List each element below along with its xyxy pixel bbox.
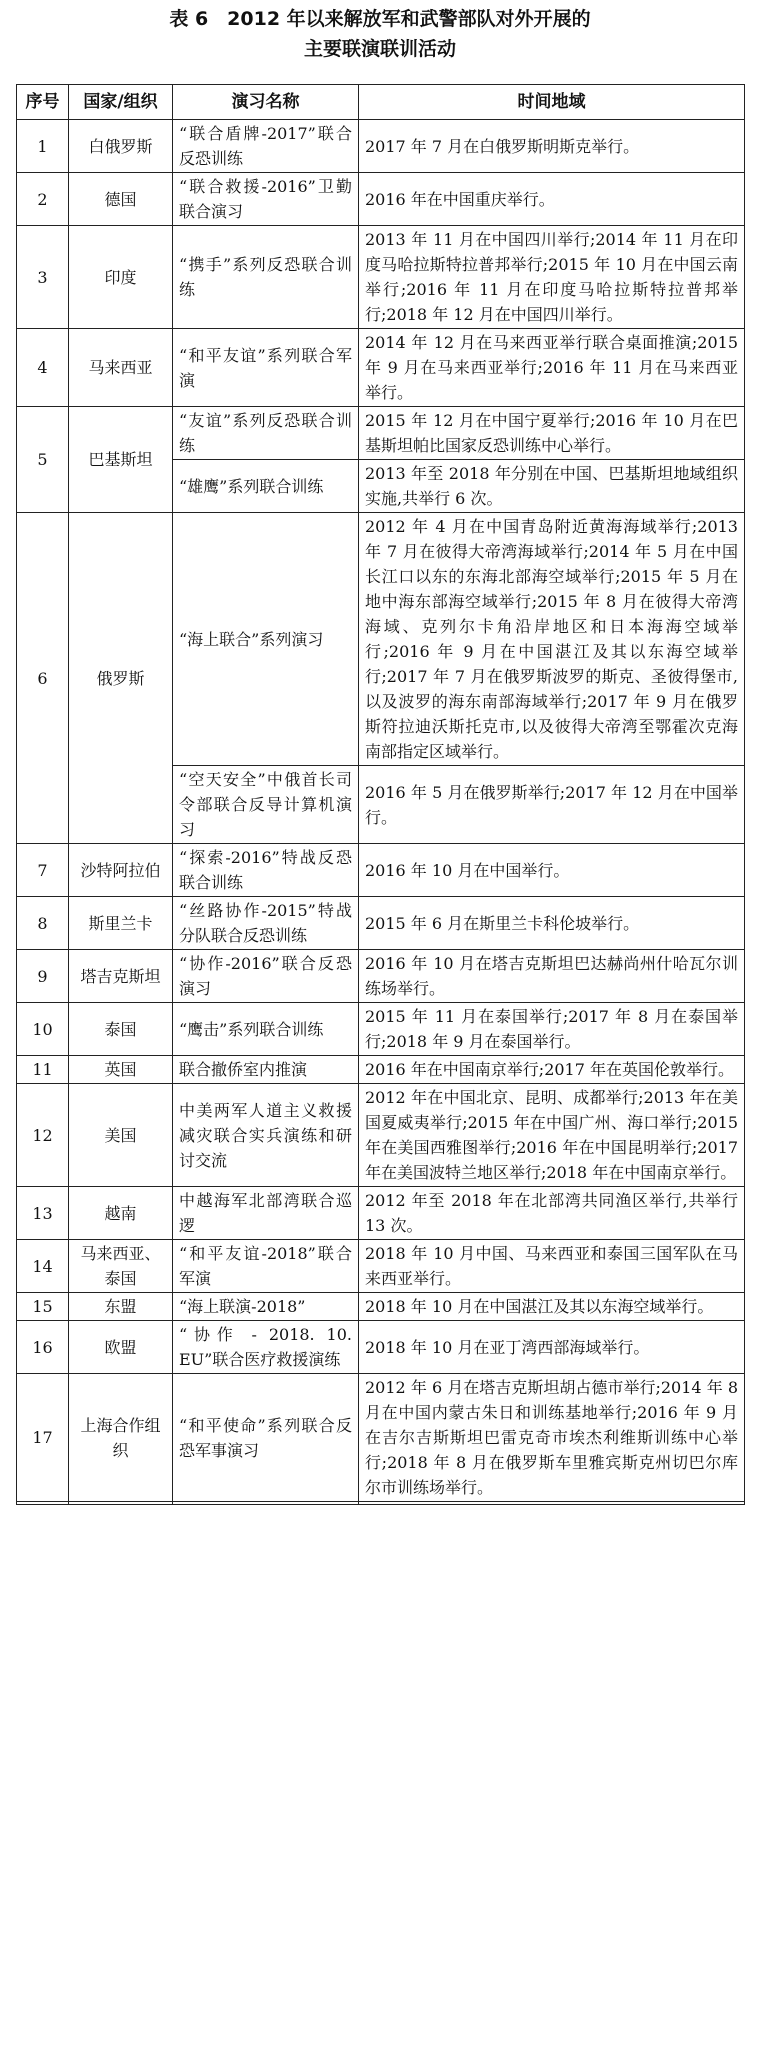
row-exercise (173, 1502, 359, 1505)
row-exercise: “携手”系列反恐联合训练 (173, 226, 359, 329)
row-country: 斯里兰卡 (69, 897, 173, 950)
row-country (69, 1502, 173, 1505)
row-number: 14 (17, 1240, 69, 1293)
row-exercise: “协作 - 2018. 10. EU”联合医疗救援演练 (173, 1321, 359, 1374)
row-number: 4 (17, 329, 69, 407)
row-number: 7 (17, 844, 69, 897)
row-exercise: 联合撤侨室内推演 (173, 1056, 359, 1084)
table-row (17, 1187, 745, 1240)
header-exercise: 演习名称 (173, 85, 359, 120)
row-country: 塔吉克斯坦 (69, 950, 173, 1003)
row-exercise: “联合救援-2016”卫勤联合演习 (173, 173, 359, 226)
table-row (17, 1321, 745, 1374)
row-country: 欧盟 (69, 1321, 173, 1374)
row-number: 9 (17, 950, 69, 1003)
row-detail: 2018 年 10 月在亚丁湾西部海域举行。 (359, 1321, 745, 1374)
row-number: 17 (17, 1374, 69, 1502)
table-row (17, 1240, 745, 1293)
row-exercise: “和平友谊-2018”联合军演 (173, 1240, 359, 1293)
row-country: 俄罗斯 (69, 513, 173, 844)
table-row (17, 329, 745, 407)
row-exercise: 中美两军人道主义救援减灾联合实兵演练和研讨交流 (173, 1084, 359, 1187)
row-country: 德国 (69, 173, 173, 226)
row-detail: 2013 年 11 月在中国四川举行;2014 年 11 月在印度马哈拉斯特拉普邦举行;2015 年 10 月在中国云南举行;2016 年 11 月在印度马哈拉斯特拉普邦举行;2018 年 12 月在中国四川举行。 (359, 226, 745, 329)
table-row (17, 897, 745, 950)
row-country: 马来西亚、泰国 (69, 1240, 173, 1293)
row-number: 8 (17, 897, 69, 950)
row-detail: 2017 年 7 月在白俄罗斯明斯克举行。 (359, 120, 745, 173)
row-exercise: “联合盾牌-2017”联合反恐训练 (173, 120, 359, 173)
row-country: 东盟 (69, 1293, 173, 1321)
table-row (17, 1293, 745, 1321)
row-number (17, 1502, 69, 1505)
row-detail: 2016 年 10 月在中国举行。 (359, 844, 745, 897)
table-row (17, 226, 745, 329)
table-row (17, 1056, 745, 1084)
row-exercise: “海上联合”系列演习 (173, 513, 359, 766)
row-country: 印度 (69, 226, 173, 329)
row-detail: 2016 年 5 月在俄罗斯举行;2017 年 12 月在中国举行。 (359, 766, 745, 844)
row-detail: 2013 年至 2018 年分别在中国、巴基斯坦地域组织实施,共举行 6 次。 (359, 460, 745, 513)
row-detail: 2012 年在中国北京、昆明、成都举行;2013 年在美国夏威夷举行;2015 年在中国广州、海口举行;2015 年在美国西雅图举行;2016 年在中国昆明举行;2017 年在美国波特兰地区举行;2018 年在中国南京举行。 (359, 1084, 745, 1187)
row-detail: 2012 年 6 月在塔吉克斯坦胡占德市举行;2014 年 8 月在中国内蒙古朱日和训练基地举行;2016 年 9 月在吉尔吉斯斯坦巴雷克奇市埃杰利维斯训练中心举行;2018 年 8 月在俄罗斯车里雅宾斯克州切巴尔库尔市训练场举行。 (359, 1374, 745, 1502)
row-number: 6 (17, 513, 69, 844)
table-title (0, 4, 760, 64)
row-detail: 2018 年 10 月中国、马来西亚和泰国三国军队在马来西亚举行。 (359, 1240, 745, 1293)
table-row (17, 513, 745, 766)
row-detail (359, 1502, 745, 1505)
row-detail: 2014 年 12 月在马来西亚举行联合桌面推演;2015 年 9 月在马来西亚举行;2016 年 11 月在马来西亚举行。 (359, 329, 745, 407)
row-number: 12 (17, 1084, 69, 1187)
table-row (17, 407, 745, 460)
row-number: 3 (17, 226, 69, 329)
row-detail: 2015 年 12 月在中国宁夏举行;2016 年 10 月在巴基斯坦帕比国家反恐训练中心举行。 (359, 407, 745, 460)
row-exercise: “协作-2016”联合反恐演习 (173, 950, 359, 1003)
row-country: 沙特阿拉伯 (69, 844, 173, 897)
row-detail: 2015 年 6 月在斯里兰卡科伦坡举行。 (359, 897, 745, 950)
row-number: 15 (17, 1293, 69, 1321)
row-exercise: 中越海军北部湾联合巡逻 (173, 1187, 359, 1240)
row-number: 11 (17, 1056, 69, 1084)
row-detail: 2012 年至 2018 年在北部湾共同渔区举行,共举行 13 次。 (359, 1187, 745, 1240)
row-exercise: “友谊”系列反恐联合训练 (173, 407, 359, 460)
table-row (17, 120, 745, 173)
row-country: 马来西亚 (69, 329, 173, 407)
row-number: 10 (17, 1003, 69, 1056)
row-exercise: “和平使命”系列联合反恐军事演习 (173, 1374, 359, 1502)
table-title-line-2: 主要联演联训活动 (303, 38, 456, 60)
row-number: 13 (17, 1187, 69, 1240)
exercises-table (16, 84, 745, 1505)
row-number: 16 (17, 1321, 69, 1374)
row-number: 5 (17, 407, 69, 513)
row-country: 巴基斯坦 (69, 407, 173, 513)
row-exercise: “海上联演-2018” (173, 1293, 359, 1321)
row-detail: 2016 年 10 月在塔吉克斯坦巴达赫尚州什哈瓦尔训练场举行。 (359, 950, 745, 1003)
row-exercise: “空天安全”中俄首长司令部联合反导计算机演习 (173, 766, 359, 844)
table-row (17, 1003, 745, 1056)
row-number: 1 (17, 120, 69, 173)
table-row (17, 1502, 745, 1505)
row-exercise: “和平友谊”系列联合军演 (173, 329, 359, 407)
table-header-row (17, 85, 745, 120)
header-time-place: 时间地域 (359, 85, 745, 120)
row-detail: 2012 年 4 月在中国青岛附近黄海海域举行;2013 年 7 月在彼得大帝湾海域举行;2014 年 5 月在中国长江口以东的东海北部海空域举行;2015 年 5 月在地中海东部海空域举行;2015 年 8 月在彼得大帝湾海域、克列尔卡角沿岸地区和日本海海空域举行;2016 年 9 月在中国湛江及其以东海空域举行;2017 年 7 月在俄罗斯波罗的斯克、圣彼得堡市,以及波罗的海东南部海域举行;2017 年 9 月在俄罗斯符拉迪沃斯托克市,以及彼得大帝湾至鄂霍次克海南部指定区域举行。 (359, 513, 745, 766)
table-row (17, 950, 745, 1003)
row-country: 上海合作组织 (69, 1374, 173, 1502)
row-exercise: “鹰击”系列联合训练 (173, 1003, 359, 1056)
header-number: 序号 (17, 85, 69, 120)
row-number: 2 (17, 173, 69, 226)
table-row (17, 1374, 745, 1502)
row-country: 白俄罗斯 (69, 120, 173, 173)
row-country: 越南 (69, 1187, 173, 1240)
row-detail: 2015 年 11 月在泰国举行;2017 年 8 月在泰国举行;2018 年 9 月在泰国举行。 (359, 1003, 745, 1056)
row-country: 泰国 (69, 1003, 173, 1056)
row-country: 英国 (69, 1056, 173, 1084)
row-exercise: “丝路协作-2015”特战分队联合反恐训练 (173, 897, 359, 950)
table-row (17, 173, 745, 226)
row-exercise: “探索-2016”特战反恐联合训练 (173, 844, 359, 897)
table-row (17, 844, 745, 897)
header-country: 国家/组织 (69, 85, 173, 120)
row-detail: 2016 年在中国重庆举行。 (359, 173, 745, 226)
row-detail: 2018 年 10 月在中国湛江及其以东海空域举行。 (359, 1293, 745, 1321)
table-title-line-1: 表 6 2012 年以来解放军和武警部队对外开展的 (169, 8, 591, 30)
table-row (17, 1084, 745, 1187)
row-detail: 2016 年在中国南京举行;2017 年在英国伦敦举行。 (359, 1056, 745, 1084)
row-country: 美国 (69, 1084, 173, 1187)
row-exercise: “雄鹰”系列联合训练 (173, 460, 359, 513)
